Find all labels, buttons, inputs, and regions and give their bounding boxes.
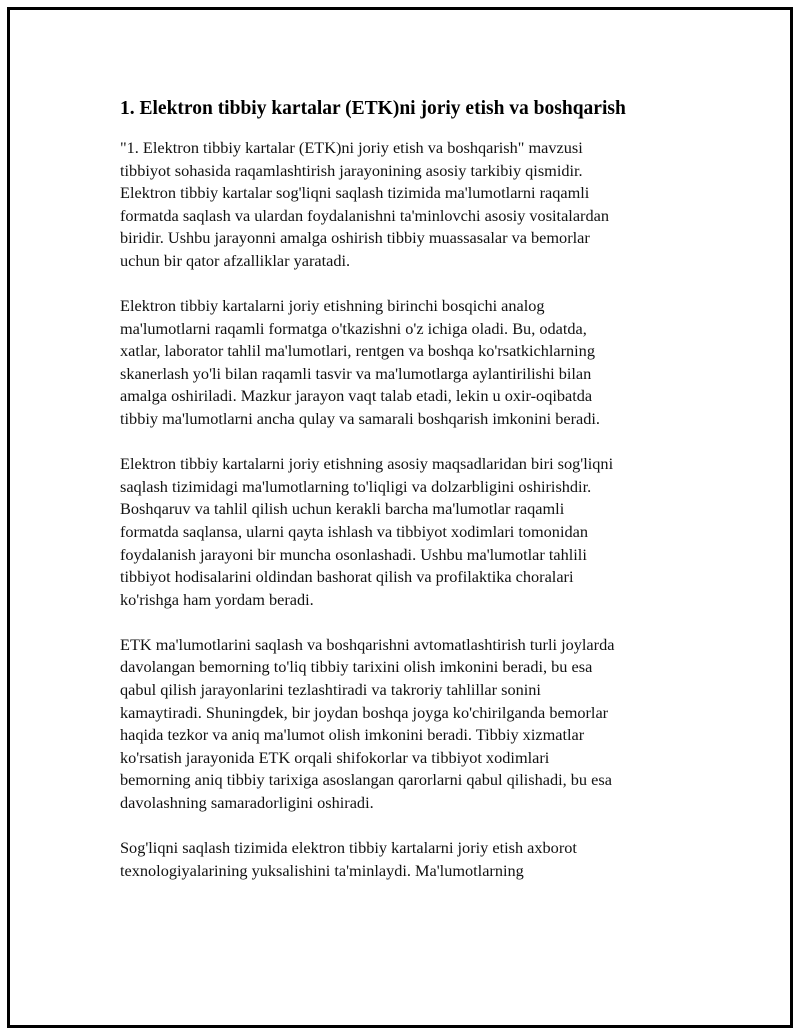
text-line: haqida tezkor va aniq ma'lumot olish imkonini beradi. Tibbiy xizmatlar — [120, 725, 585, 745]
text-line: qabul qilish jarayonlarini tezlashtiradi va takroriy tahlillar sonini — [120, 679, 541, 699]
section-heading: 1. Elektron tibbiy kartalar (ETK)ni joriy etish va boshqarish — [120, 98, 626, 119]
text-line: Sog'liqni saqlash tizimida elektron tibbiy kartalarni joriy etish axborot — [120, 838, 577, 858]
document-page — [7, 7, 793, 1028]
text-line: Elektron tibbiy kartalar sog'liqni saqlash tizimida ma'lumotlarni raqamli — [120, 183, 590, 203]
text-line: formatda saqlash va ulardan foydalanishni ta'minlovchi asosiy vositalardan — [120, 205, 609, 225]
text-line: uchun bir qator afzalliklar yaratadi. — [120, 250, 351, 270]
text-line: xatlar, laborator tahlil ma'lumotlari, rentgen va boshqa ko'rsatkichlarning — [120, 341, 595, 361]
text-line: tibbiy ma'lumotlarni ancha qulay va samarali boshqarish imkonini beradi. — [120, 409, 600, 429]
text-line: biridir. Ushbu jarayonni amalga oshirish tibbiy muassasalar va bemorlar — [120, 228, 590, 248]
text-line: amalga oshiriladi. Mazkur jarayon vaqt talab etadi, lekin u oxir-oqibatda — [120, 386, 593, 406]
paragraph-5 — [120, 837, 690, 882]
text-line: tibbiyot hodisalarini oldindan bashorat qilish va profilaktika choralari — [120, 567, 574, 587]
text-line: kamaytiradi. Shuningdek, bir joydan boshqa joyga ko'chirilganda bemorlar — [120, 702, 609, 722]
text-line: Elektron tibbiy kartalarni joriy etishning asosiy maqsadlaridan biri sog'liqni — [120, 454, 614, 474]
text-line: ma'lumotlarni raqamli formatga o'tkazishni o'z ichiga oladi. Bu, odatda, — [120, 318, 587, 338]
text-line: ko'rsatish jarayonida ETK orqali shifokorlar va tibbiyot xodimlari — [120, 747, 550, 767]
text-line: ko'rishga ham yordam beradi. — [120, 589, 314, 609]
paragraph-2 — [120, 295, 690, 431]
text-line: tibbiyot sohasida raqamlashtirish jarayonining asosiy tarkibiy qismidir. — [120, 160, 583, 180]
paragraph-3 — [120, 453, 690, 611]
text-line: bemorning aniq tibbiy tarixiga asoslangan qarorlarni qabul qilishadi, bu esa — [120, 770, 612, 790]
text-line: davolangan bemorning to'liq tibbiy tarixini olish imkonini beradi, bu esa — [120, 657, 593, 677]
text-line: ETK ma'lumotlarini saqlash va boshqarishni avtomatlashtirish turli joylarda — [120, 634, 615, 654]
text-line: foydalanish jarayoni bir muncha osonlashadi. Ushbu ma'lumotlar tahlili — [120, 544, 587, 564]
text-line: saqlash tizimidagi ma'lumotlarning to'liqligi va dolzarbligini oshirishdir. — [120, 476, 592, 496]
text-line: texnologiyalarining yuksalishini ta'minlaydi. Ma'lumotlarning — [120, 860, 524, 880]
text-line: skanerlash yo'li bilan raqamli tasvir va ma'lumotlarga aylantirilishi bilan — [120, 363, 592, 383]
paragraph-4 — [120, 634, 690, 815]
paragraph-1 — [120, 137, 690, 273]
document-content — [120, 97, 690, 905]
text-line: davolashning samaradorligini oshiradi. — [120, 792, 374, 812]
text-line: Elektron tibbiy kartalarni joriy etishning birinchi bosqichi analog — [120, 296, 545, 316]
text-line: Boshqaruv va tahlil qilish uchun kerakli barcha ma'lumotlar raqamli — [120, 499, 565, 519]
text-line: formatda saqlansa, ularni qayta ishlash va tibbiyot xodimlari tomonidan — [120, 521, 588, 541]
text-line: "1. Elektron tibbiy kartalar (ETK)ni joriy etish va boshqarish" mavzusi — [120, 138, 583, 157]
